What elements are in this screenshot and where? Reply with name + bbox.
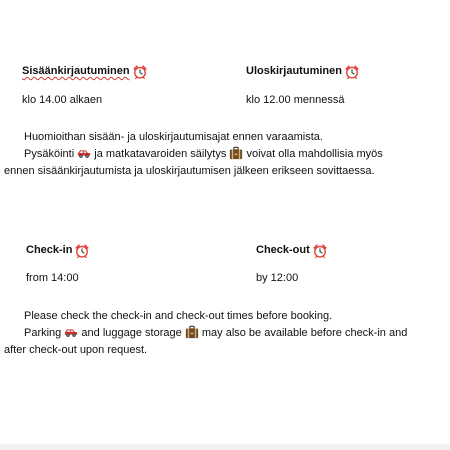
paragraph-en-line1: Please check the check-in and check-out times before booking.: [24, 310, 333, 322]
checkin-time-fi: klo 14.00 alkaen: [22, 94, 103, 106]
bottom-bar: [0, 444, 450, 450]
paragraph-fi-line3: ennen sisäänkirjautumista ja uloskirjautumisen jälkeen erikseen sovittaessa.: [4, 165, 375, 177]
checkout-heading-fi: [246, 64, 359, 79]
alarm-clock-icon: [345, 65, 359, 79]
suitcase-icon: [229, 146, 243, 160]
car-icon: [77, 146, 91, 160]
checkin-heading-fi: [22, 64, 147, 79]
checkout-time-en: by 12:00: [256, 272, 299, 284]
checkout-heading-fi-text: Uloskirjautuminen: [246, 65, 342, 77]
paragraph-en-line3: after check-out upon request.: [4, 344, 148, 356]
paragraph-fi-line1: Huomioithan sisään- ja uloskirjautumisajat ennen varaamista.: [24, 131, 323, 143]
alarm-clock-icon: [133, 65, 147, 79]
checkout-time-fi: klo 12.00 mennessä: [246, 94, 345, 106]
paragraph-fi: [4, 129, 444, 180]
checkin-heading-fi-text: Sisäänkirjautuminen: [22, 65, 130, 77]
paragraph-en: [4, 308, 444, 359]
paragraph-fi-line2: Pysäköinti ja matkatavaroiden säilytys voivat olla mahdollisia myös: [24, 148, 383, 160]
paragraph-en-line2: Parking and luggage storage may also be available before check-in and: [24, 327, 408, 339]
checkin-heading-en: [26, 243, 89, 258]
suitcase-icon: [185, 325, 199, 339]
car-icon: [64, 325, 78, 339]
checkin-time-en: from 14:00: [26, 272, 79, 284]
alarm-clock-icon: [313, 244, 327, 258]
checkout-heading-en: [256, 243, 327, 258]
alarm-clock-icon: [75, 244, 89, 258]
checkout-heading-en-text: Check-out: [256, 244, 310, 256]
checkin-heading-en-text: Check-in: [26, 244, 73, 256]
